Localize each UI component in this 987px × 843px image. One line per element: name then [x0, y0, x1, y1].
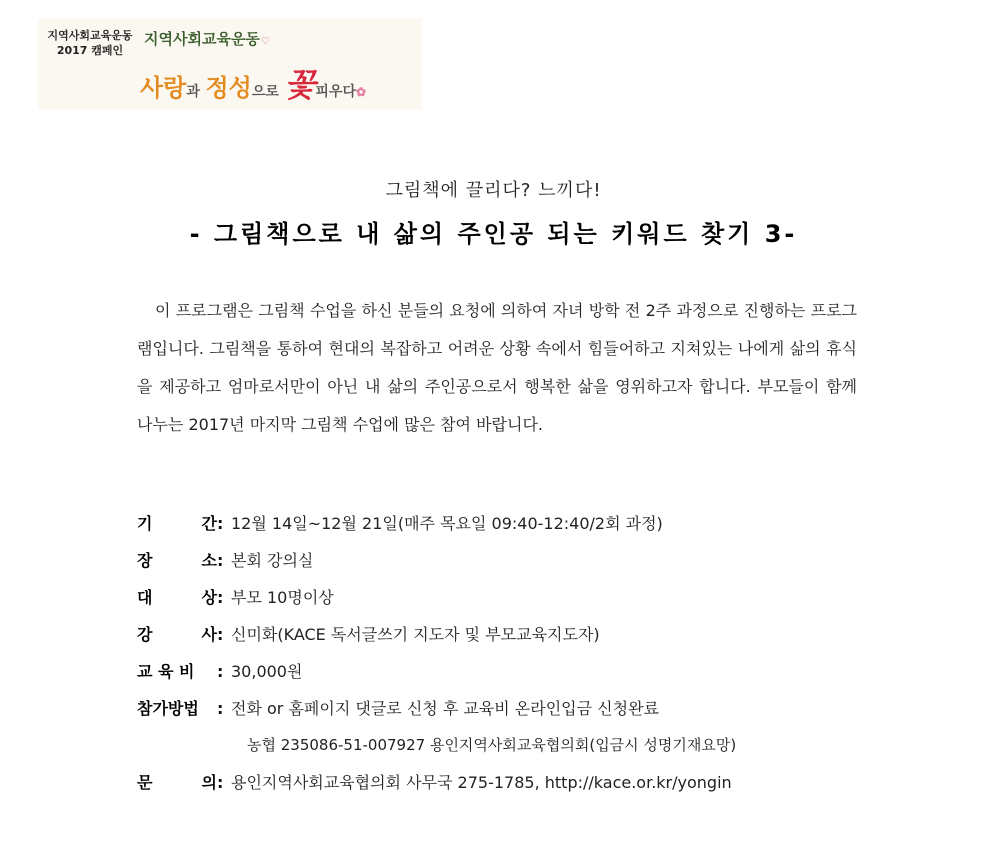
campaign-slogan — [140, 60, 366, 106]
movement-text: 지역사회교육운동 — [144, 30, 260, 48]
info-label-place: 장 소 — [137, 551, 217, 570]
heart-icon: ♡ — [260, 36, 270, 47]
info-row-method — [137, 690, 867, 727]
colon: : — [217, 625, 224, 644]
campaign-line-2: 2017 캠페인 — [56, 44, 124, 57]
program-introduction: 이 프로그램은 그림책 수업을 하신 분들의 요청에 의하여 자녀 방학 전 2주 과정으로 진행하는 프로그램입니다. 그림책을 통하여 현대의 복잡하고 어려운 상황 속에서 힘들어하고 지쳐있는 나에게 삶의 휴식을 제공하고 엄마로서만이 아닌 내 삶의 주인공으로서 행복한 삶을 영위하고자 합니다. 부모들이 함께 나누는 2017년 마지막 그림책 수업에 많은 참여 바랍니다. — [137, 301, 857, 434]
info-label-contact: 문 의 — [137, 773, 217, 792]
slogan-with: 으로 — [251, 84, 279, 100]
info-value-method: 전화 or 홈페이지 댓글로 신청 후 교육비 온라인입금 신청완료 — [231, 699, 659, 718]
info-row-account — [137, 727, 867, 764]
info-label-period: 기 간 — [137, 514, 217, 533]
slogan-flower: 꽃 — [284, 66, 316, 104]
info-row-target — [137, 579, 867, 616]
info-row-place — [137, 542, 867, 579]
info-value-period: 12월 14일~12월 21일(매주 목요일 09:40-12:40/2회 과정) — [231, 514, 663, 533]
info-label-target: 대 상 — [137, 588, 217, 607]
program-subtitle: 그림책에 끌리다? 느끼다! — [385, 180, 602, 201]
info-label-fee: 교 육 비 — [137, 662, 195, 681]
info-row-fee — [137, 653, 867, 690]
slogan-care: 정성 — [205, 73, 252, 102]
slogan-bloom: 피우다 — [315, 84, 356, 100]
info-row-instructor — [137, 616, 867, 653]
slogan-love: 사랑 — [140, 73, 187, 102]
info-value-target: 부모 10명이상 — [231, 588, 334, 607]
colon: : — [217, 514, 224, 533]
info-label-method: 참가방법 — [137, 699, 199, 718]
program-info-list — [137, 505, 867, 801]
info-value-contact: 용인지역사회교육협의회 사무국 275-1785, http://kace.or.kr/yongin — [231, 773, 732, 792]
campaign-year-label — [46, 28, 134, 58]
colon: : — [217, 773, 224, 792]
colon: : — [217, 551, 224, 570]
program-title: - 그림책으로 내 삶의 주인공 되는 키워드 찾기 3- — [189, 220, 798, 248]
info-label-instructor: 강 사 — [137, 625, 217, 644]
campaign-banner — [38, 18, 422, 110]
info-value-account: 농협 235086-51-007927 용인지역사회교육협의회(입금시 성명기재요망) — [247, 736, 737, 754]
info-value-instructor: 신미화(KACE 독서글쓰기 지도자 및 부모교육지도자) — [231, 625, 600, 644]
colon: : — [217, 662, 224, 681]
info-row-contact — [137, 764, 867, 801]
info-row-period — [137, 505, 867, 542]
colon: : — [217, 588, 224, 607]
flower-icon: ✿ — [356, 85, 367, 99]
info-value-fee: 30,000원 — [231, 662, 303, 681]
movement-label — [144, 28, 270, 49]
slogan-and: 과 — [186, 84, 200, 100]
colon: : — [217, 699, 224, 718]
info-value-place: 본회 강의실 — [231, 551, 314, 570]
campaign-line-1: 지역사회교육운동 — [47, 29, 133, 42]
